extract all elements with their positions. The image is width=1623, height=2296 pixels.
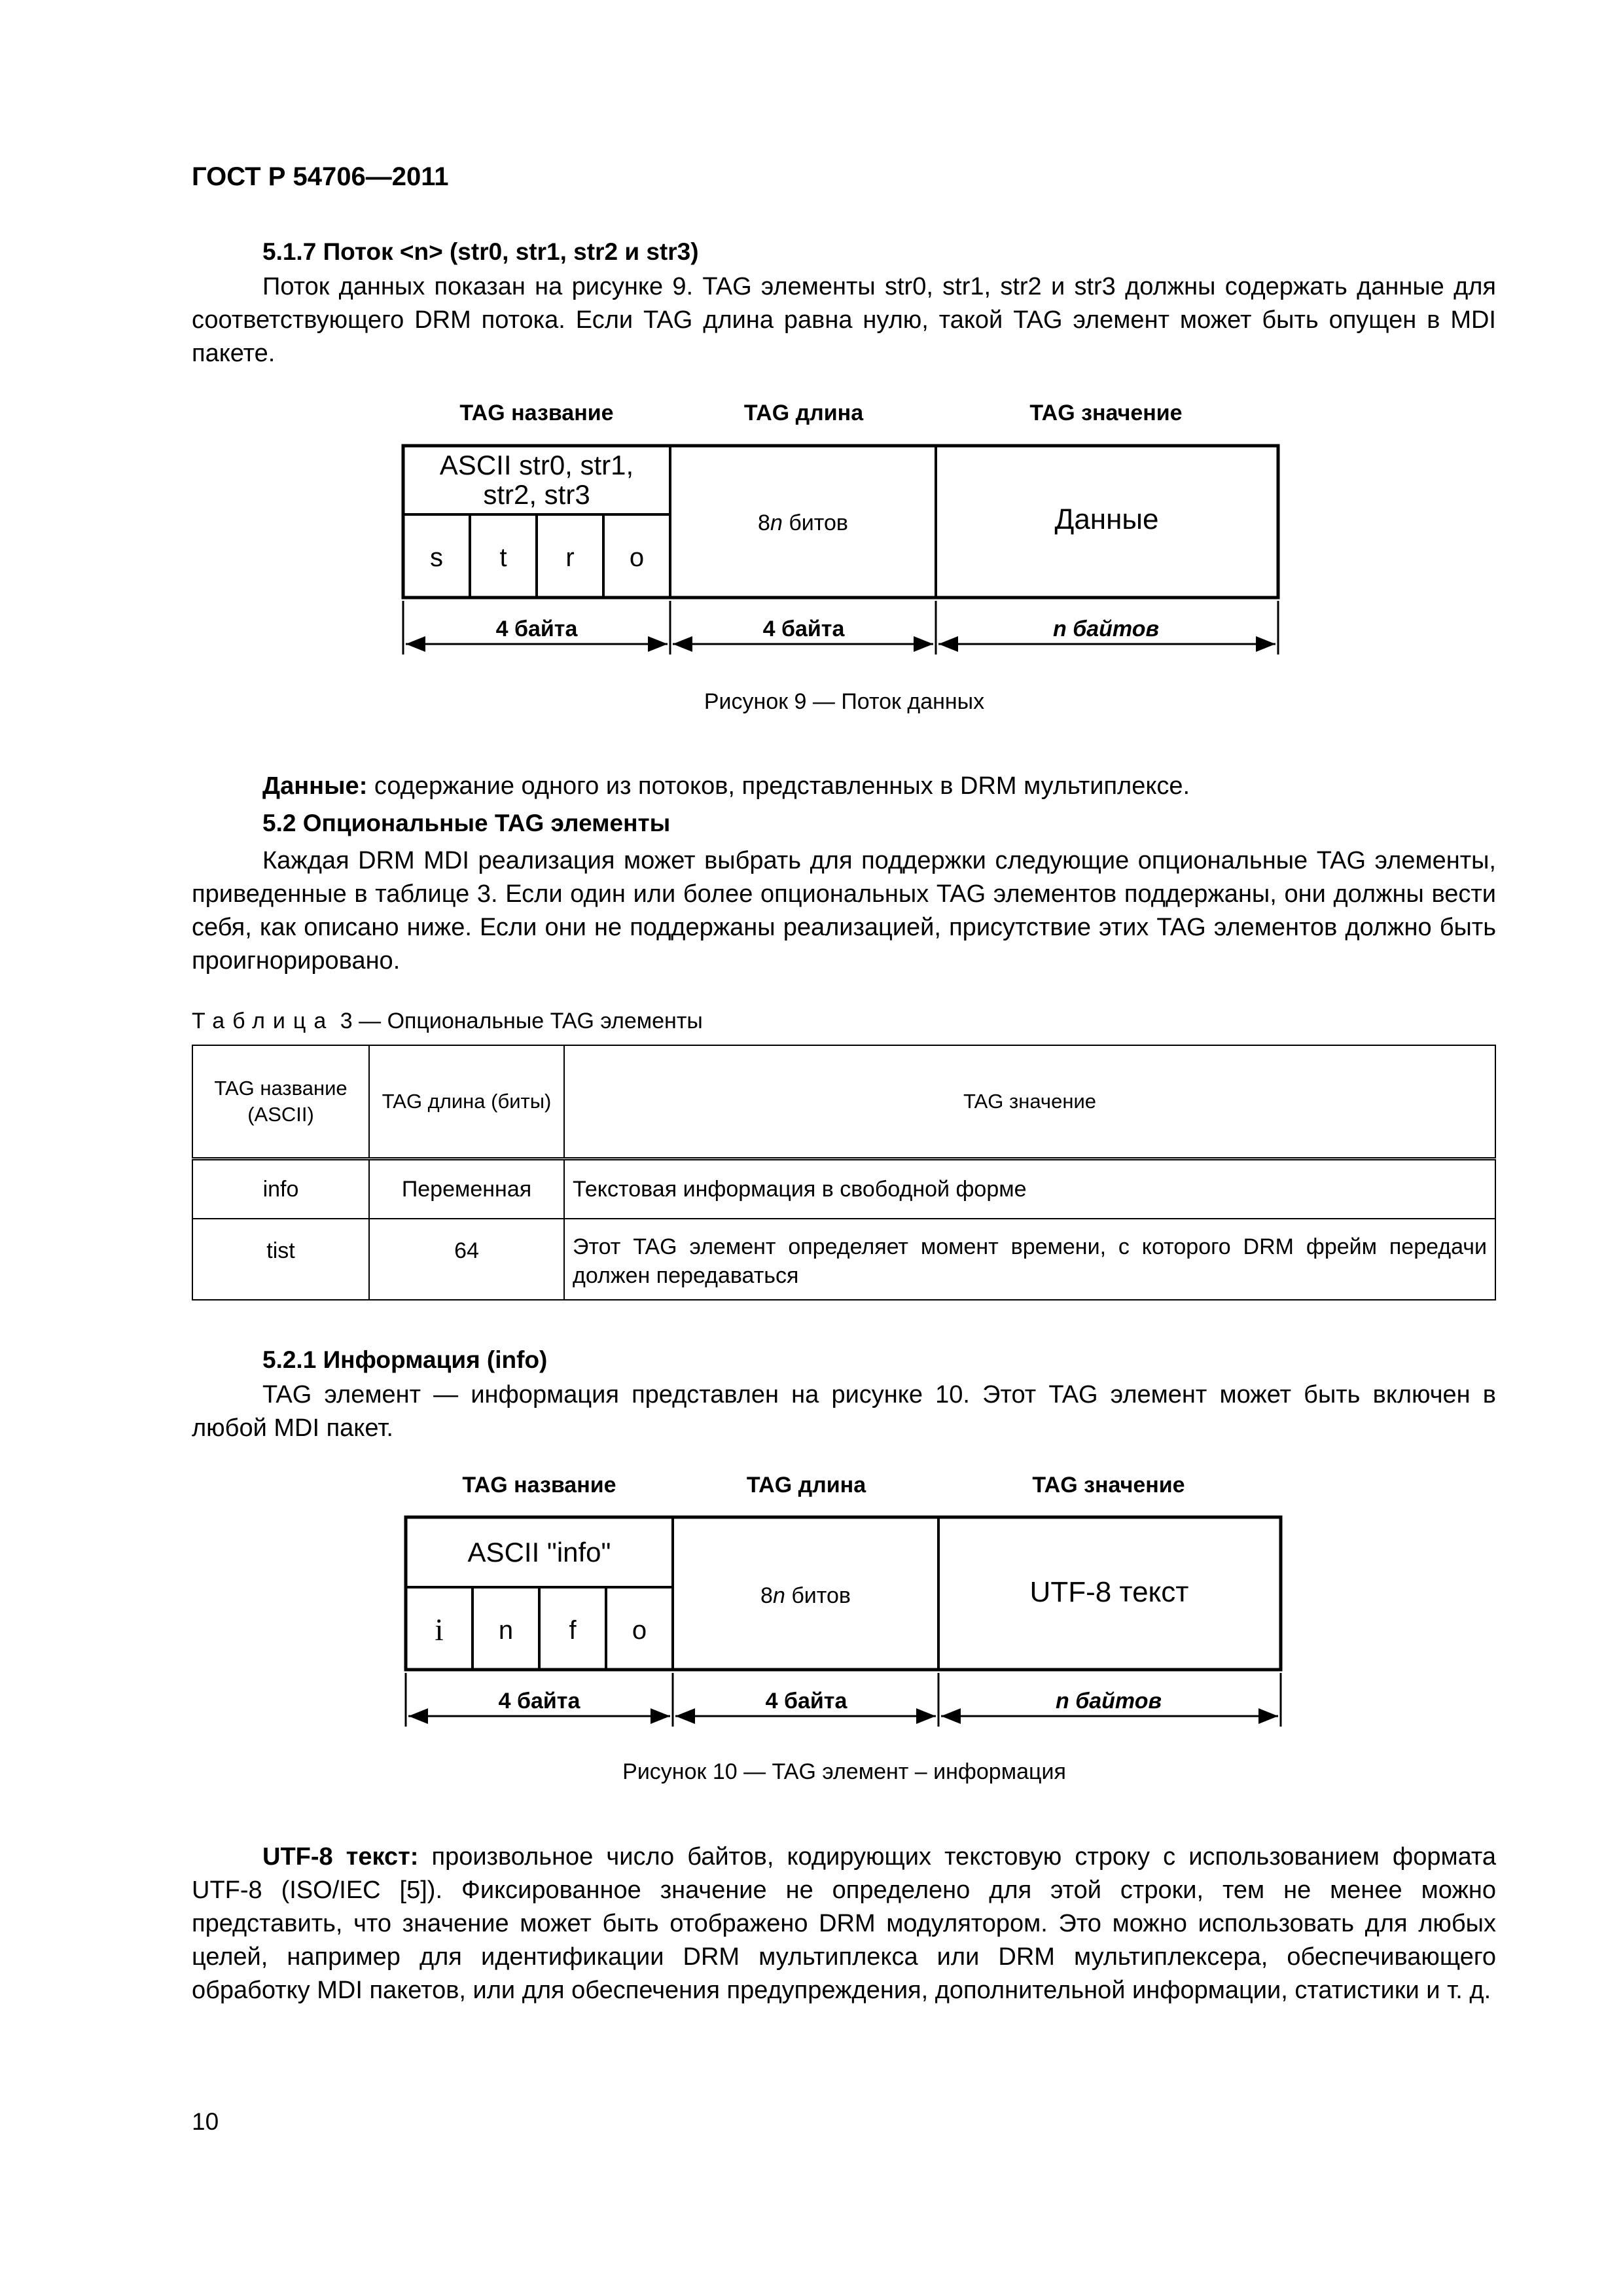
- fig10-dim-label: n байтов: [1055, 1689, 1162, 1713]
- fig9-col-label-value: TAG значение: [1029, 401, 1183, 425]
- table-row: [192, 1219, 1495, 1300]
- table-3: [192, 1045, 1496, 1300]
- section-5-2-paragraph: Каждая DRM MDI реализация может выбрать для поддержки следующие опциональные TAG элементы, приведенные в таблице 3. Если один или более опциональных TAG элементов поддержаны, они должны вести себя, как описано ниже. Если они не поддержаны реализацией, присутствие этих TAG элементов должно быть проигнорировано.: [192, 847, 1496, 975]
- table-cell: Переменная: [369, 1159, 564, 1219]
- fig10-col-label-length: TAG длина: [746, 1473, 866, 1498]
- fig10-dim-label: 4 байта: [765, 1689, 847, 1713]
- table-cell: Этот TAG элемент определяет момент времени, с которого DRM фрейм передачи должен передаваться: [564, 1219, 1495, 1300]
- fig10-dim-label: 4 байта: [498, 1689, 580, 1713]
- fig9-dim-label: n байтов: [1052, 617, 1160, 641]
- fig9-char: t: [499, 543, 507, 572]
- fig9-dim-label: 4 байта: [762, 617, 845, 641]
- fig9-length: 8n битов: [758, 511, 848, 535]
- section-5-2-1-paragraph: TAG элемент — информация представлен на рисунке 10. Этот TAG элемент может быть включен в любой MDI пакет.: [192, 1381, 1496, 1442]
- table-row: [192, 1159, 1495, 1219]
- section-heading-5-1-7: 5.1.7 Поток <n> (str0, str1, str2 и str3): [262, 238, 699, 265]
- table-cell: 64: [369, 1219, 564, 1300]
- table-cell: Текстовая информация в свободной форме: [564, 1159, 1495, 1219]
- fig10-length: 8n битов: [760, 1583, 851, 1608]
- fig10-name-line1: ASCII "info": [467, 1537, 611, 1568]
- data-definition: [262, 770, 1496, 803]
- table-cell: tist: [192, 1219, 369, 1300]
- utf8-definition: [192, 1840, 1496, 2007]
- fig9-col-label-name: TAG название: [459, 401, 614, 425]
- fig9-char: o: [629, 543, 645, 572]
- table-header-row: [192, 1045, 1495, 1159]
- figure-10-diagram: [0, 1466, 1623, 1754]
- fig9-dim-label: 4 байта: [495, 617, 578, 641]
- table-3-caption-rest: 3 — Опциональные TAG элементы: [340, 1009, 703, 1033]
- fig10-col-label-name: TAG название: [462, 1473, 616, 1498]
- table-3-caption: [192, 1009, 703, 1034]
- fig10-char: i: [435, 1613, 444, 1647]
- fig10-value: UTF-8 текст: [1029, 1576, 1189, 1608]
- fig9-char: r: [565, 543, 575, 572]
- section-heading-5-2-1: 5.2.1 Информация (info): [262, 1346, 548, 1373]
- fig9-name-line2: str2, str3: [483, 479, 590, 510]
- fig9-name-line1: ASCII str0, str1,: [439, 450, 634, 480]
- table-header-cell: TAG название (ASCII): [192, 1045, 369, 1159]
- fig9-col-label-length: TAG длина: [743, 401, 864, 425]
- figure-9-caption: Рисунок 9 — Поток данных: [704, 689, 985, 714]
- fig10-col-label-value: TAG значение: [1032, 1473, 1185, 1498]
- table-cell: info: [192, 1159, 369, 1219]
- figure-9-diagram: [0, 393, 1623, 733]
- utf8-definition-text: произвольное число байтов, кодирующих текстовую строку с использованием формата UTF-8 (ISO/IEC [5]). Фиксированное значение не определено для этой строки, тем не менее можно представить, что значение может быть отображено DRM модулятором. Это можно использовать для любых целей, например для идентификации DRM мультиплекса или DRM мультиплексера, обеспечивающего обработку MDI пакетов, или для обеспечения предупреждения, дополнительной информации, статистики и т. д.: [192, 1843, 1496, 2004]
- fig10-char: f: [569, 1616, 577, 1645]
- fig9-value: Данные: [1054, 503, 1159, 535]
- section-heading-5-2: 5.2 Опциональные TAG элементы: [262, 810, 671, 836]
- section-5-1-7-paragraph: Поток данных показан на рисунке 9. TAG элементы str0, str1, str2 и str3 должны содержать данные для соответствующего DRM потока. Если TAG длина равна нулю, такой TAG элемент может быть опущен в MDI пакете.: [192, 273, 1496, 367]
- fig10-char: o: [632, 1616, 647, 1645]
- data-definition-text: содержание одного из потоков, представленных в DRM мультиплексе.: [374, 772, 1190, 800]
- document-header: ГОСТ Р 54706—2011: [192, 162, 449, 191]
- table-header-cell: TAG значение: [564, 1045, 1495, 1159]
- figure-10-caption: Рисунок 10 — TAG элемент – информация: [622, 1759, 1066, 1784]
- fig10-char: n: [498, 1616, 514, 1645]
- data-definition-term: Данные:: [262, 772, 368, 800]
- fig9-char: s: [430, 543, 443, 572]
- page-number: 10: [192, 2108, 219, 2135]
- table-3-caption-word: Таблица: [192, 1009, 334, 1033]
- table-header-cell: TAG длина (биты): [369, 1045, 564, 1159]
- utf8-definition-term: UTF-8 текст:: [262, 1843, 419, 1871]
